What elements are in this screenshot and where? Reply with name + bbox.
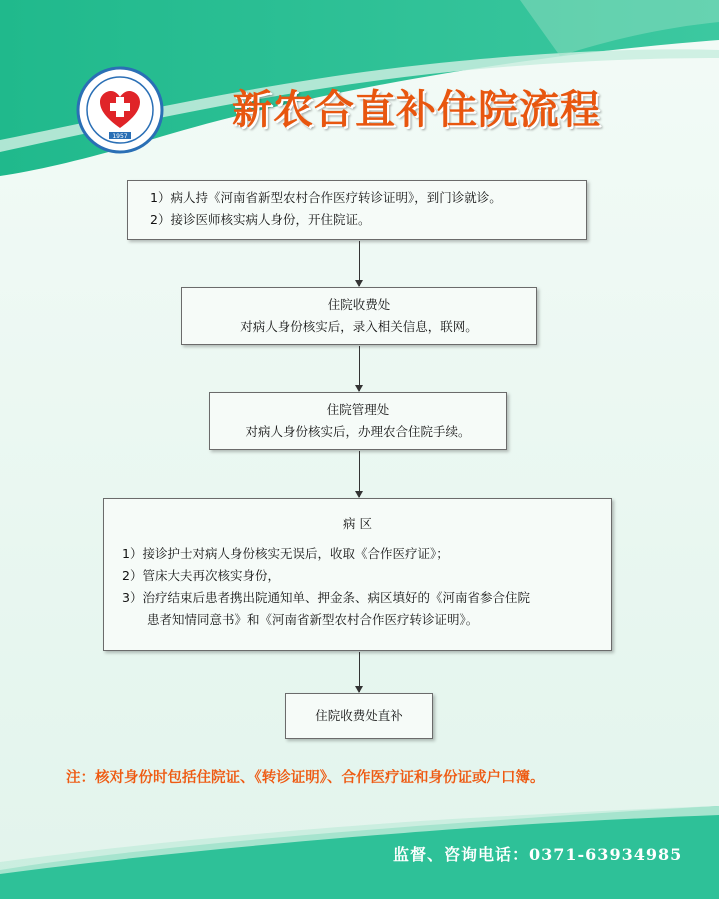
step-2-box [181,287,537,345]
arrow-1 [359,241,360,286]
step-3-text: 对病人身份核实后，办理农合住院手续。 [245,424,471,439]
step-3-box [209,392,507,450]
hospital-logo [76,66,164,154]
arrow-3 [359,451,360,497]
step-3-heading: 住院管理处 [326,402,390,417]
contact-phone: 监督、咨询电话：0371-63934985 [393,845,683,864]
step-1-line-1: 1）病人持《河南省新型农村合作医疗转诊证明》，到门诊就诊。 [150,190,502,205]
step-4-line-4: 患者知情同意书》和《河南省新型农村合作医疗转诊证明》。 [147,612,479,627]
step-2-heading: 住院收费处 [327,297,391,312]
step-4-line-2: 2）管床大夫再次核实身份， [122,568,280,583]
step-1-box [127,180,587,240]
step-2-text: 对病人身份核实后，录入相关信息，联网。 [240,319,478,334]
step-4-box [103,498,612,651]
arrow-4 [359,652,360,692]
page-title: 新农合直补住院流程 [232,86,601,133]
arrow-2 [359,346,360,391]
step-5-box [285,693,433,739]
note-text: 注：核对身份时包括住院证、《转诊证明》、合作医疗证和身份证或户口簿。 [66,769,545,786]
step-1-line-2: 2）接诊医师核实病人身份，开住院证。 [150,212,371,227]
step-4-heading: 病 区 [343,516,372,531]
svg-text:1957: 1957 [112,133,128,140]
step-4-line-3: 3）治疗结束后患者携出院通知单、押金条、病区填好的《河南省参合住院 [122,590,530,605]
step-5-text: 住院收费处直补 [315,708,403,723]
step-4-line-1: 1）接诊护士对病人身份核实无误后，收取《合作医疗证》； [122,546,449,561]
